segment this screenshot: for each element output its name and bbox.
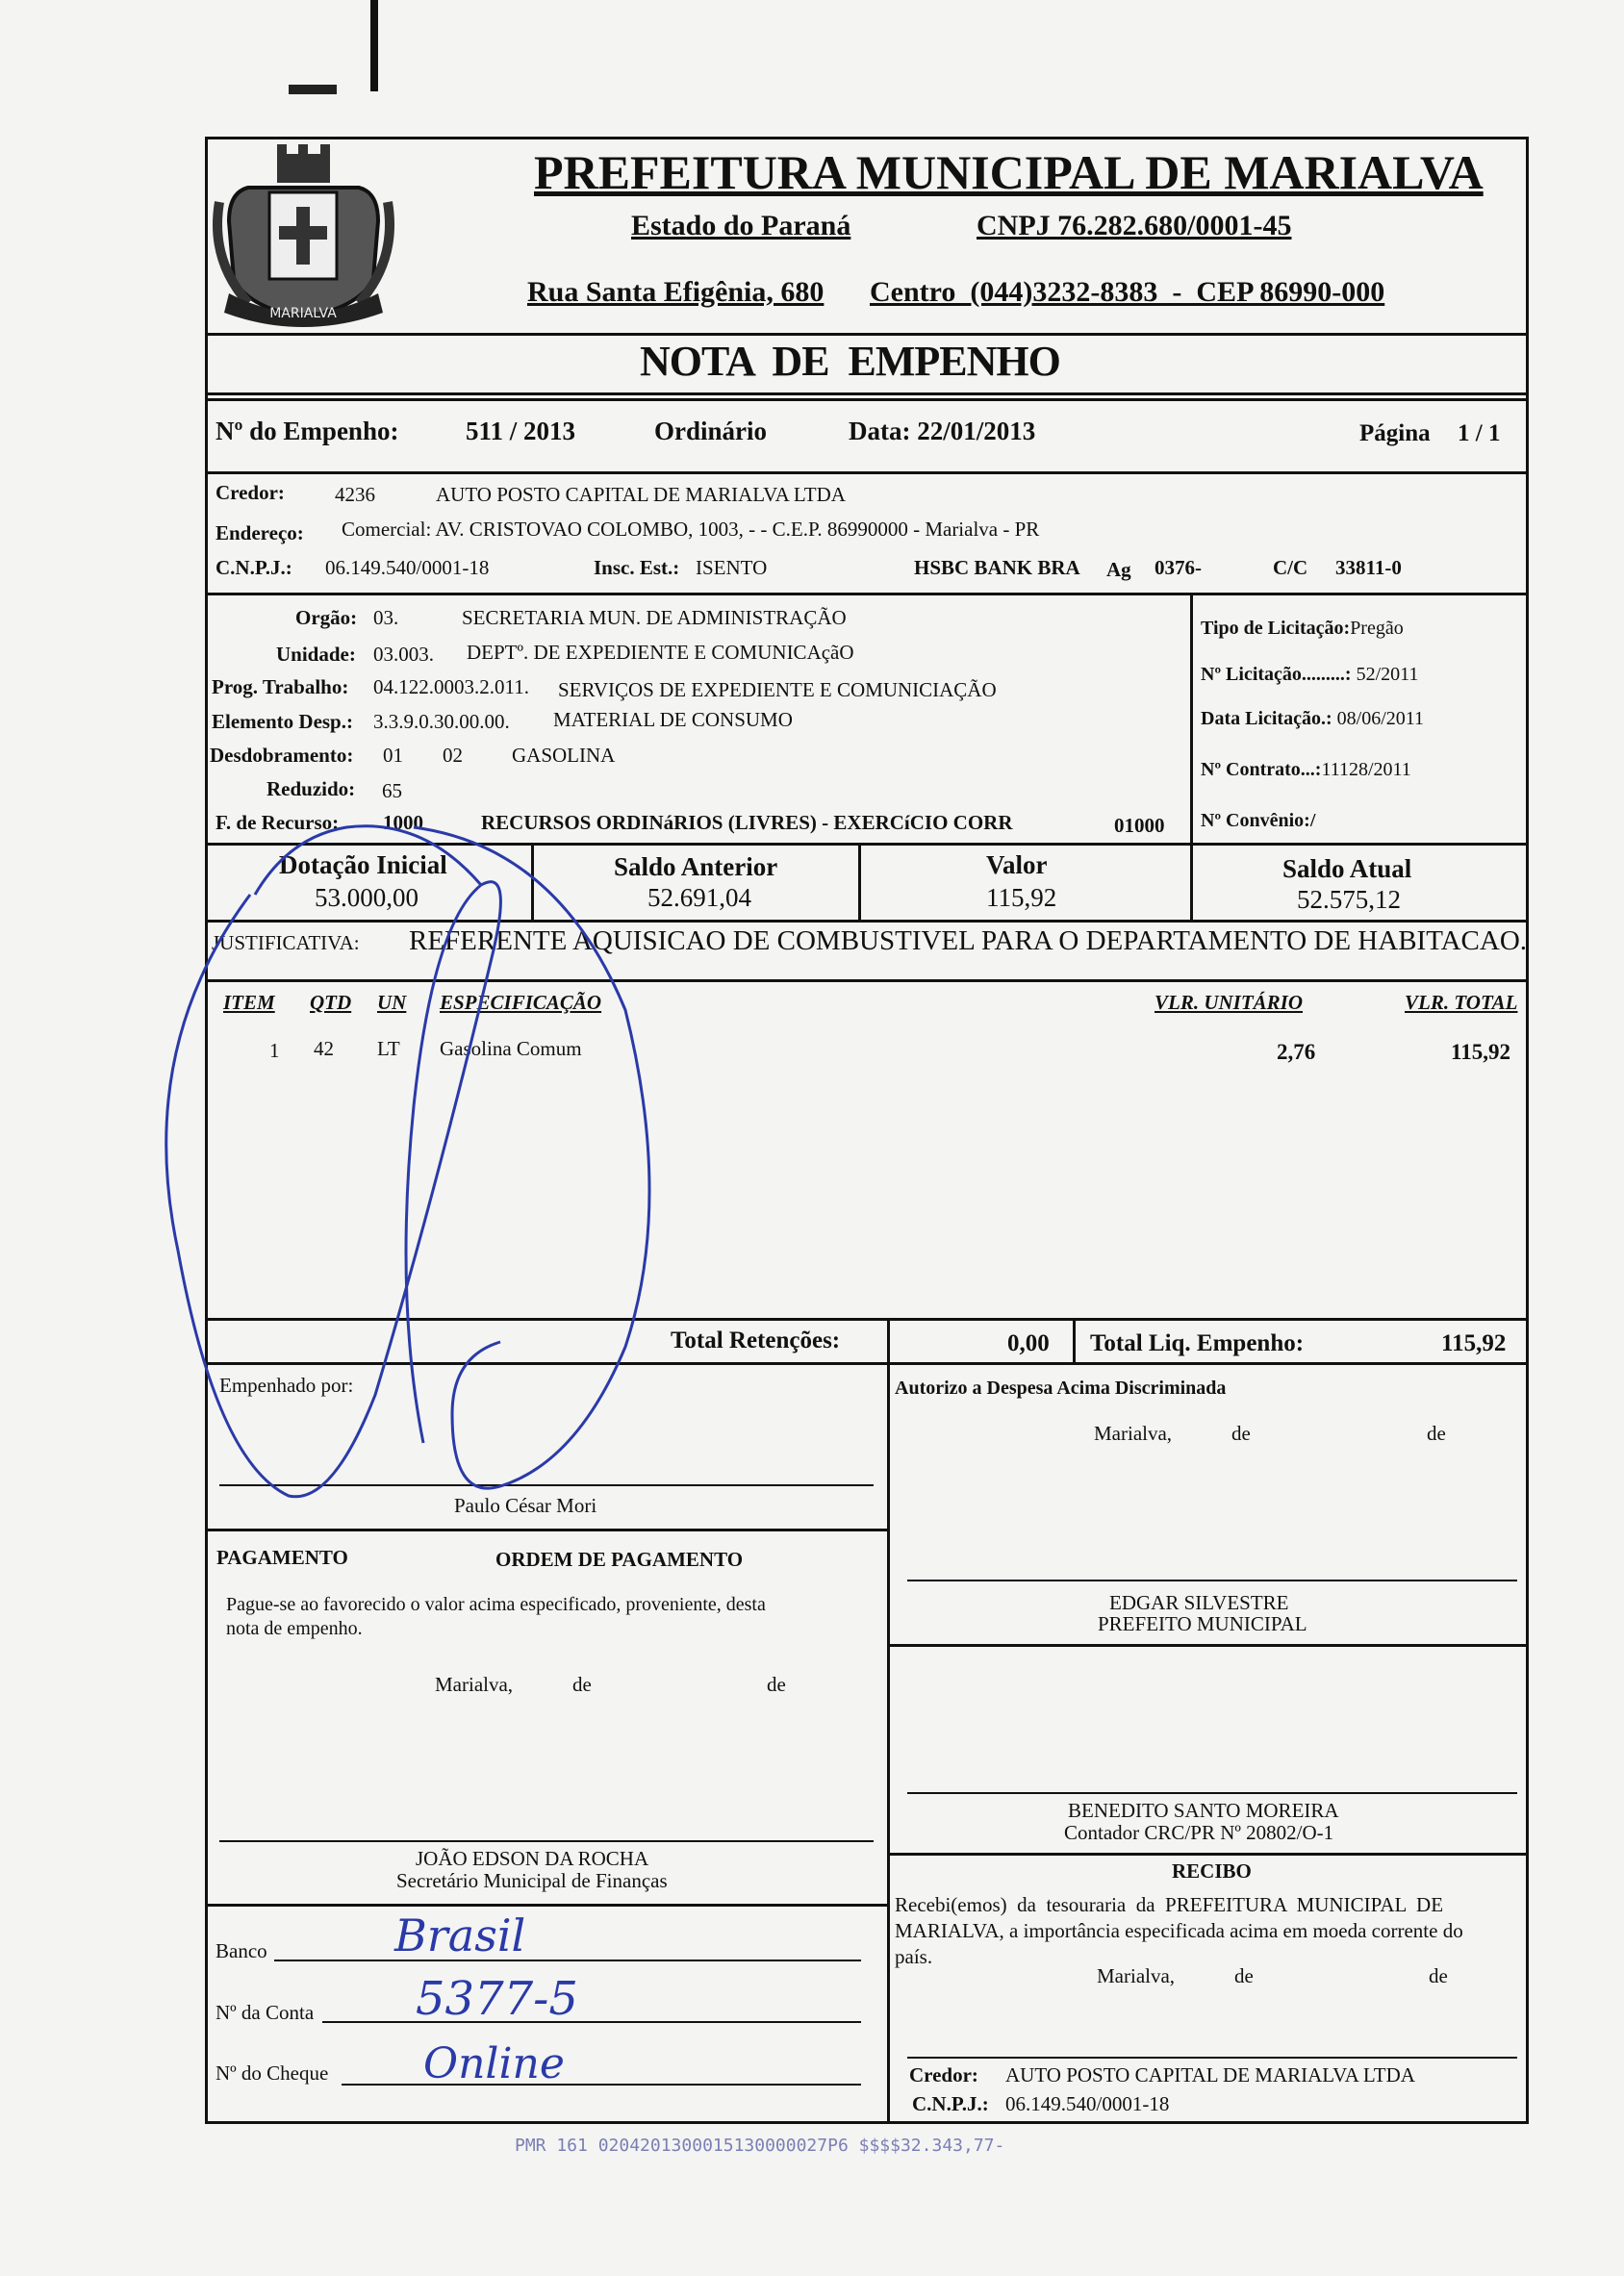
orgao-label: Orgão:: [295, 606, 358, 629]
insc-label: Insc. Est.:: [594, 556, 680, 579]
document-title: NOTA DE EMPENHO: [640, 338, 1060, 385]
recibo-cnpj: 06.149.540/0001-18: [1005, 2092, 1170, 2115]
recibo-credor-name: AUTO POSTO CAPITAL DE MARIALVA LTDA: [1005, 2063, 1415, 2086]
dotacao-value: 53.000,00: [315, 883, 419, 912]
liq-label: Total Liq. Empenho:: [1090, 1330, 1305, 1356]
secretario-role: Secretário Municipal de Finanças: [396, 1869, 668, 1892]
agency-label: Ag: [1106, 558, 1131, 581]
ordem-label: ORDEM DE PAGAMENTO: [495, 1548, 744, 1571]
pagamento-text-1: Pague-se ao favorecido o valor acima especificado, proveniente, desta: [226, 1594, 766, 1615]
retencoes-value: 0,00: [1007, 1330, 1050, 1356]
desdobramento-name: GASOLINA: [512, 744, 616, 767]
recibo-title: RECIBO: [1172, 1859, 1252, 1883]
credor-cnpj: 06.149.540/0001-18: [325, 556, 490, 579]
desdobramento-code-2: 02: [443, 744, 463, 767]
conta-label: Nº da Conta: [216, 2001, 315, 2024]
valor-value: 115,92: [986, 883, 1057, 912]
reduzido-value: 65: [382, 779, 402, 802]
cheque-handwritten: Online: [423, 2039, 565, 2088]
autorizo-city: Marialva,: [1094, 1422, 1173, 1445]
prefeito-name: EDGAR SILVESTRE: [1109, 1591, 1289, 1614]
credor-code: 4236: [335, 483, 375, 506]
elemento-label: Elemento Desp.:: [212, 710, 353, 733]
item-qtd: 42: [314, 1037, 334, 1060]
col-un: UN: [377, 991, 407, 1014]
valor-label: Valor: [986, 850, 1048, 879]
pagamento-label: PAGAMENTO: [216, 1546, 348, 1569]
recibo-text-3: país.: [895, 1945, 933, 1968]
conta-handwritten: 5377-5: [416, 1972, 578, 2026]
account-number: 33811-0: [1335, 556, 1402, 579]
recibo-credor-label: Credor:: [909, 2063, 978, 2086]
contador-role: Contador CRC/PR Nº 20802/O-1: [1064, 1821, 1334, 1844]
recibo-text-1: Recebi(emos) da tesouraria da PREFEITURA MUNICIPAL DE: [895, 1893, 1444, 1916]
recibo-city: Marialva,: [1097, 1964, 1176, 1987]
autorizo-de-1: de: [1231, 1422, 1251, 1445]
anterior-label: Saldo Anterior: [614, 852, 778, 881]
prog-name: SERVIÇOS DE EXPEDIENTE E COMUNICIAÇÃO: [558, 678, 997, 701]
contact-info: Centro (044)3232-8383 - CEP 86990-000: [870, 276, 1385, 308]
recibo-de-2: de: [1429, 1964, 1448, 1987]
empenho-number-label: Nº do Empenho:: [216, 417, 399, 445]
item-total-value: 115,92: [1451, 1040, 1510, 1064]
cheque-label: Nº do Cheque: [216, 2061, 329, 2085]
unidade-code: 03.003.: [373, 643, 434, 666]
autorizo-label: Autorizo a Despesa Acima Discriminada: [895, 1378, 1227, 1399]
svg-text:MARIALVA: MARIALVA: [269, 306, 337, 321]
empenho-date: Data: 22/01/2013: [849, 417, 1036, 445]
footer-stamp: PMR 161 0204201300015130000027P6 $$$$32.343,77-: [515, 2136, 1005, 2156]
licitacao-type-label: Tipo de Licitação:Pregão: [1201, 618, 1404, 639]
empenhado-label: Empenhado por:: [219, 1374, 354, 1397]
recurso-name: RECURSOS ORDINáRIOS (LIVRES) - EXERCíCIO CORR: [481, 811, 1013, 834]
anterior-value: 52.691,04: [647, 883, 751, 912]
elemento-name: MATERIAL DE CONSUMO: [553, 708, 793, 731]
pagamento-city: Marialva,: [435, 1673, 514, 1696]
convenio-label: Nº Convênio:/: [1201, 810, 1316, 831]
recibo-text-2: MARIALVA, a importância especificada acima em moeda corrente do: [895, 1919, 1463, 1942]
credor-name: AUTO POSTO CAPITAL DE MARIALVA LTDA: [436, 483, 846, 506]
elemento-code: 3.3.9.0.30.00.00.: [373, 710, 510, 733]
empenho-type: Ordinário: [654, 417, 768, 445]
institution-title: PREFEITURA MUNICIPAL DE MARIALVA: [534, 145, 1484, 199]
contrato-label: Nº Contrato...:11128/2011: [1201, 759, 1411, 780]
col-item: ITEM: [223, 991, 275, 1014]
justificativa-text: REFERENTE AQUISICAO DE COMBUSTIVEL PARA O DEPARTAMENTO DE HABITACAO.: [409, 925, 1528, 956]
justificativa-label: JUSTIFICATIVA:: [212, 931, 360, 954]
pagamento-de-2: de: [767, 1673, 786, 1696]
item-spec: Gasolina Comum: [440, 1037, 582, 1060]
recurso-label: F. de Recurso:: [216, 811, 340, 834]
account-label: C/C: [1273, 556, 1308, 579]
desdobramento-label: Desdobramento:: [210, 744, 354, 767]
col-unit-value: VLR. UNITÁRIO: [1155, 991, 1304, 1014]
prog-code: 04.122.0003.2.011.: [373, 675, 529, 698]
item-un: LT: [377, 1037, 400, 1060]
page-label: Página: [1359, 420, 1431, 446]
recurso-number: 01000: [1114, 814, 1165, 837]
recibo-cnpj-label: C.N.P.J.:: [912, 2092, 989, 2115]
retencoes-label: Total Retenções:: [671, 1328, 841, 1353]
orgao-name: SECRETARIA MUN. DE ADMINISTRAÇÃO: [462, 606, 847, 629]
dotacao-label: Dotação Inicial: [279, 850, 447, 879]
pagamento-text-2: nota de empenho.: [226, 1618, 363, 1639]
street-address: Rua Santa Efigênia, 680: [527, 276, 825, 308]
col-spec: ESPECIFICAÇÃO: [440, 991, 602, 1014]
institution-cnpj: CNPJ 76.282.680/0001-45: [977, 210, 1292, 241]
recibo-de-1: de: [1234, 1964, 1254, 1987]
secretario-name: JOÃO EDSON DA ROCHA: [416, 1847, 649, 1870]
licitacao-date-label: Data Licitação.: 08/06/2011: [1201, 708, 1425, 729]
address-label: Endereço:: [216, 521, 304, 544]
autorizo-de-2: de: [1427, 1422, 1446, 1445]
item-unit-value: 2,76: [1277, 1040, 1316, 1064]
prefeito-role: PREFEITO MUNICIPAL: [1098, 1612, 1307, 1635]
prog-label: Prog. Trabalho:: [212, 675, 349, 698]
desdobramento-code-1: 01: [383, 744, 403, 767]
insc-value: ISENTO: [696, 556, 768, 579]
credor-label: Credor:: [216, 481, 285, 504]
empenho-number: 511 / 2013: [466, 417, 576, 445]
unidade-name: DEPTº. DE EXPEDIENTE E COMUNICAçãO: [467, 641, 854, 664]
cnpj-label: C.N.P.J.:: [216, 556, 292, 579]
recurso-code: 1000: [383, 811, 423, 834]
atual-value: 52.575,12: [1297, 885, 1401, 914]
atual-label: Saldo Atual: [1282, 854, 1412, 883]
pagamento-de-1: de: [572, 1673, 592, 1696]
credor-address: Comercial: AV. CRISTOVAO COLOMBO, 1003, - - C.E.P. 86990000 - Marialva - PR: [342, 518, 1040, 541]
licitacao-number-label: Nº Licitação.........: 52/2011: [1201, 664, 1419, 685]
reduzido-label: Reduzido:: [266, 777, 356, 800]
col-qtd: QTD: [310, 991, 352, 1014]
liq-value: 115,92: [1441, 1330, 1507, 1356]
bank-name: HSBC BANK BRA: [914, 556, 1080, 579]
state-name: Estado do Paraná: [631, 210, 851, 241]
contador-name: BENEDITO SANTO MOREIRA: [1068, 1799, 1339, 1822]
orgao-code: 03.: [373, 606, 399, 629]
page-number: 1 / 1: [1458, 420, 1501, 446]
banco-handwritten: Brasil: [394, 1909, 526, 1961]
banco-label: Banco: [216, 1939, 267, 1962]
item-number: 1: [269, 1039, 280, 1062]
col-total-value: VLR. TOTAL: [1405, 991, 1518, 1014]
empenhado-name: Paulo César Mori: [454, 1494, 597, 1517]
unidade-label: Unidade:: [276, 643, 356, 666]
agency-number: 0376-: [1155, 556, 1202, 579]
